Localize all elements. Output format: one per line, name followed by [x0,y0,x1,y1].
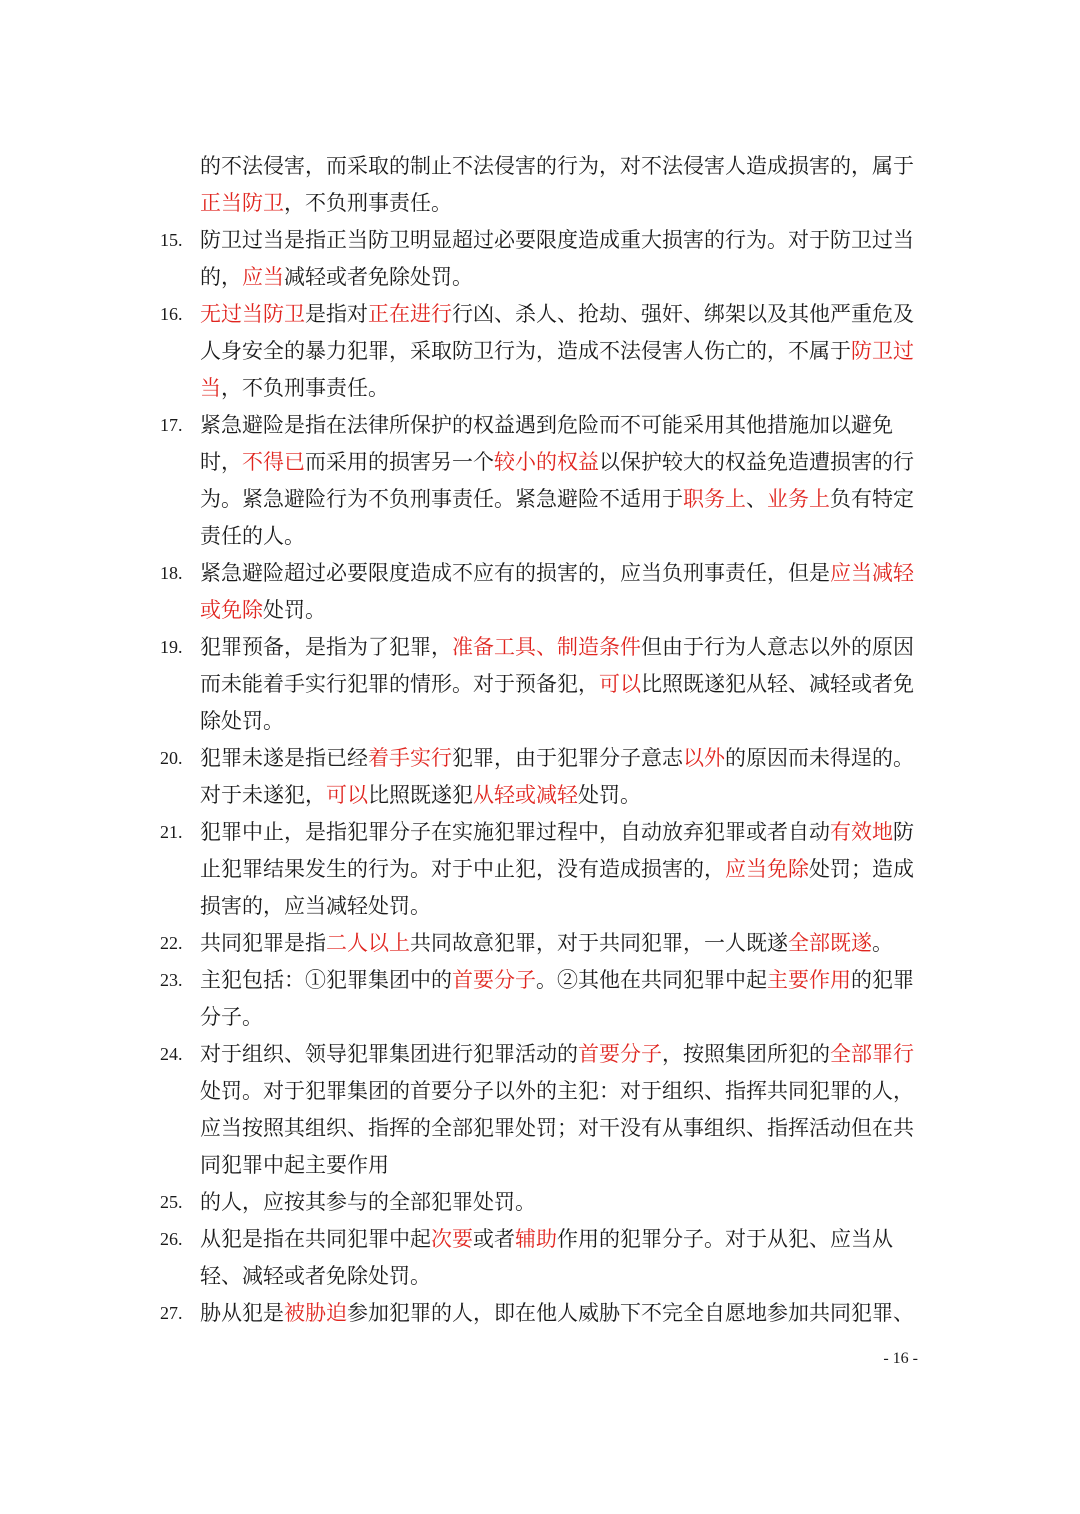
highlighted-text: 准备工具、制造条件 [452,635,641,659]
highlighted-text: 以外 [683,746,725,770]
body-text: 处罚。 [263,598,326,622]
body-text: ，按照集团所犯的 [662,1042,830,1066]
highlighted-text: 应当免除 [725,857,809,881]
item-number: 20. [160,748,183,768]
body-text: 处罚。 [578,783,641,807]
list-item [160,296,930,407]
highlighted-text: 正当防卫 [200,191,284,215]
body-text: 防卫过当是指正当防卫明显超过必要限度造成重大损害的行为。对于防卫过当的， [200,228,914,289]
body-text: 作用的犯罪分子。对于从犯、应当从轻、减轻或者免除处罚。 [200,1227,893,1288]
highlighted-text: 主要作用 [767,968,851,992]
body-text: 处罚。对于犯罪集团的首要分子以外的主犯：对于组织、指挥共同犯罪的人，应当按照其组织、指挥的全部犯罪处罚；对干没有从事组织、指挥活动但在共同犯罪中起主要作用 [200,1079,914,1177]
item-number: 22. [160,933,183,953]
body-text: 犯罪，由于犯罪分子意志 [452,746,683,770]
body-text: ，不负刑事责任。 [284,191,452,215]
item-number: 18. [160,563,183,583]
body-text: 减轻或者免除处罚。 [284,265,473,289]
body-text: 共同犯罪是指 [200,931,326,955]
list-item [160,629,930,740]
body-text: 的不法侵害，而采取的制止不法侵害的行为，对不法侵害人造成损害的，属于 [200,154,914,178]
list-item [160,1184,930,1221]
body-text: 比照既遂犯从轻、减轻或者免除处罚。 [200,672,914,733]
highlighted-text: 辅助 [515,1227,557,1251]
highlighted-text: 被胁迫 [284,1301,347,1325]
highlighted-text: 二人以上 [326,931,410,955]
body-text: 。 [872,931,893,955]
body-text: 的犯罪分子。 [200,968,914,1029]
highlighted-text: 应当减轻或免除 [200,561,914,622]
body-text: 处罚；造成损害的，应当减轻处罚。 [200,857,914,918]
highlighted-text: 防卫过当 [200,339,914,400]
item-number: 26. [160,1229,183,1249]
highlighted-text: 业务上 [767,487,830,511]
body-text: 或者 [473,1227,515,1251]
body-text: 以保护较大的权益免造遭损害的行为。紧急避险行为不负刑事责任。紧急避险不适用于 [200,450,914,511]
list-item [160,814,930,925]
highlighted-text: 可以 [326,783,368,807]
list-item [160,555,930,629]
highlighted-text: 应当 [242,265,284,289]
list-item [160,962,930,1036]
body-text: ，不负刑事责任。 [221,376,389,400]
highlighted-text: 不得已 [242,450,305,474]
highlighted-text: 有效地 [830,820,893,844]
page-number: - 16 - [883,1350,918,1367]
item-number: 19. [160,637,183,657]
body-text: 而采用的损害另一个 [305,450,494,474]
highlighted-text: 无过当防卫 [200,302,305,326]
list-item [160,222,930,296]
body-text: 犯罪未遂是指已经 [200,746,368,770]
body-text: 胁从犯是 [200,1301,284,1325]
item-number: 24. [160,1044,183,1064]
body-text: 参加犯罪的人，即在他人威胁下不完全自愿地参加共同犯罪、 [347,1301,914,1325]
body-text: 共同故意犯罪，对于共同犯罪，一人既遂 [410,931,788,955]
body-text: 。②其他在共同犯罪中起 [536,968,767,992]
highlighted-text: 较小的权益 [494,450,599,474]
highlighted-text: 全部罪行 [830,1042,914,1066]
body-text: 但由于行为人意志以外的原因而未能着手实行犯罪的情形。对于预备犯， [200,635,914,696]
highlighted-text: 可以 [599,672,641,696]
highlighted-text: 首要分子 [578,1042,662,1066]
list-item [160,1221,930,1295]
body-text: 的原因而未得逞的。对于未遂犯， [200,746,914,807]
item-number: 15. [160,230,183,250]
item-number: 21. [160,822,183,842]
body-text: 是指对 [305,302,368,326]
body-text: 防止犯罪结果发生的行为。对于中止犯，没有造成损害的， [200,820,914,881]
body-text: 犯罪预备，是指为了犯罪， [200,635,452,659]
item-number: 17. [160,415,183,435]
body-text: 行凶、杀人、抢劫、强奸、绑架以及其他严重危及人身安全的暴力犯罪，采取防卫行为，造成不法侵害人伤亡的，不属于 [200,302,914,363]
highlighted-text: 次要 [431,1227,473,1251]
body-text: 对于组织、领导犯罪集团进行犯罪活动的 [200,1042,578,1066]
list-item [160,1036,930,1184]
body-text: 主犯包括：①犯罪集团中的 [200,968,452,992]
list-item [160,1295,930,1332]
highlighted-text: 从轻或减轻 [473,783,578,807]
body-text: 、 [746,487,767,511]
body-text: 的人，应按其参与的全部犯罪处罚。 [200,1190,536,1214]
body-text: 犯罪中止，是指犯罪分子在实施犯罪过程中，自动放弃犯罪或者自动 [200,820,830,844]
item-number: 16. [160,304,183,324]
body-text: 比照既遂犯 [368,783,473,807]
highlighted-text: 正在进行 [368,302,452,326]
body-text: 紧急避险超过必要限度造成不应有的损害的，应当负刑事责任，但是 [200,561,830,585]
highlighted-text: 首要分子 [452,968,536,992]
highlighted-text: 着手实行 [368,746,452,770]
list-item [160,925,930,962]
item-number: 23. [160,970,183,990]
body-text: 紧急避险是指在法律所保护的权益遇到危险而不可能采用其他措施加以避免时， [200,413,893,474]
item-number: 27. [160,1303,183,1323]
list-item [160,407,930,555]
highlighted-text: 职务上 [683,487,746,511]
article-list [160,148,930,1332]
item-number: 25. [160,1192,183,1212]
body-text: 负有特定责任的人。 [200,487,914,548]
body-text: 从犯是指在共同犯罪中起 [200,1227,431,1251]
highlighted-text: 全部既遂 [788,931,872,955]
list-item [160,740,930,814]
list-item [160,148,930,222]
